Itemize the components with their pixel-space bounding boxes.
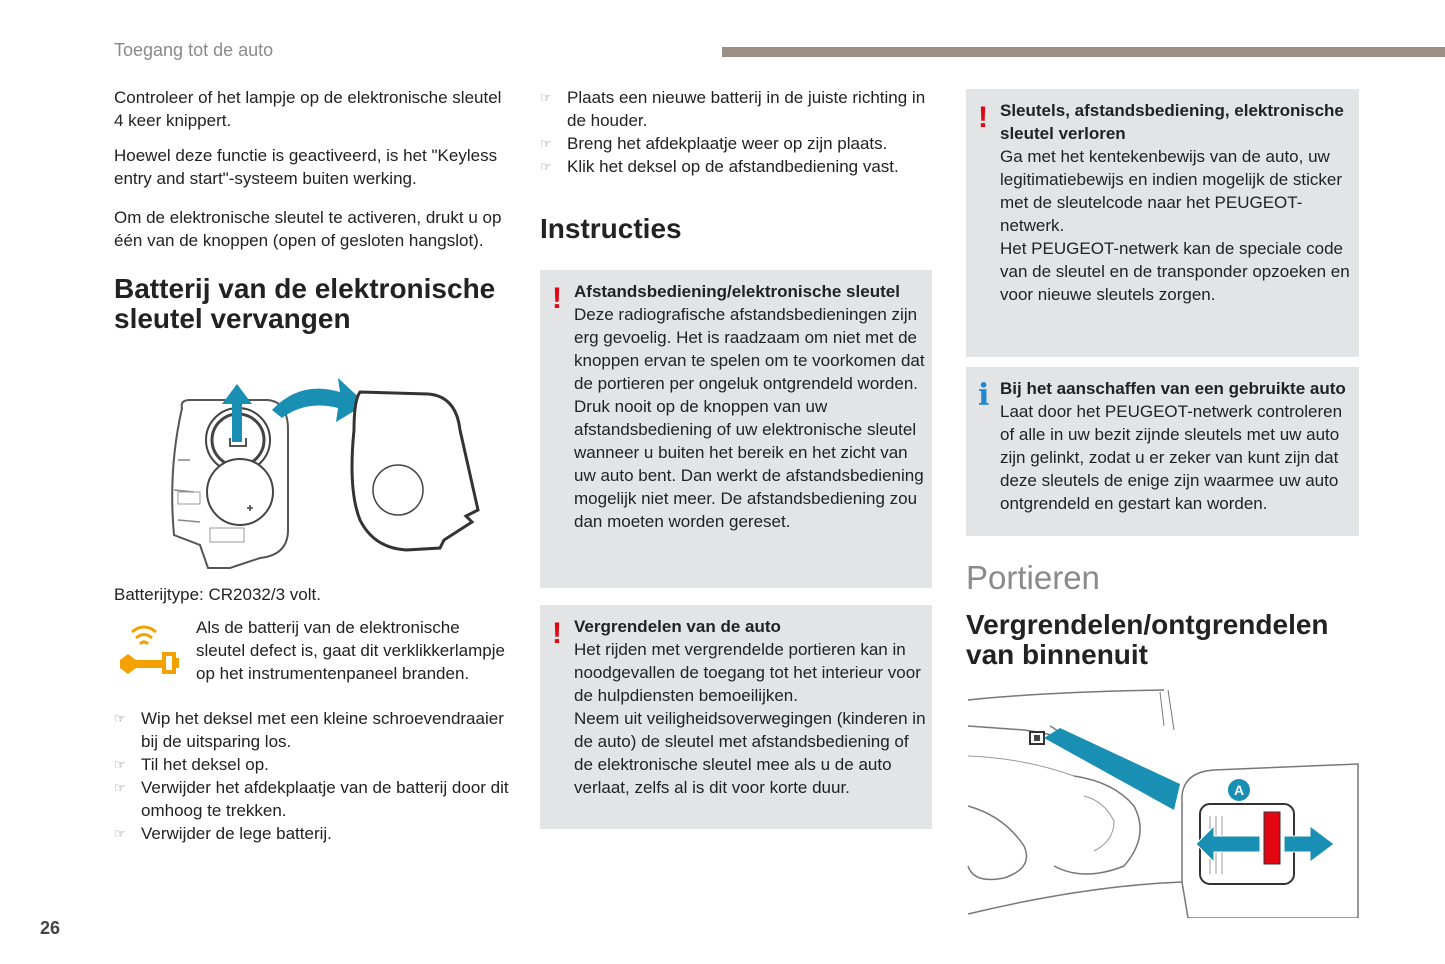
list-item: ☞ Verwijder de lege batterij. <box>114 824 332 843</box>
pointing-hand-icon: ☞ <box>540 136 552 151</box>
list-item: ☞ Klik het deksel op de afstandbediening vast. <box>540 157 899 176</box>
list-item: ☞ Verwijder het afdekplaatje van de batterij door dit omhoog te trekken. <box>114 778 509 820</box>
paragraph: Controleer of het lampje op de elektronische sleutel 4 keer knippert. <box>114 88 502 130</box>
header-bar <box>722 47 1445 57</box>
box-title: Sleutels, afstandsbediening, elektronische sleutel verloren <box>1000 101 1344 143</box>
warning-lamp-text: Als de batterij van de elektronische sleutel defect is, gaat dit verklikkerlampje op het instrumentenpaneel branden. <box>196 618 505 683</box>
figure-label: A <box>1233 782 1245 798</box>
running-header: Toegang tot de auto <box>114 40 274 60</box>
warning-box-remote <box>540 270 932 588</box>
pointing-hand-icon: ☞ <box>540 159 552 174</box>
paragraph: Hoewel deze functie is geactiveerd, is het "Keyless entry and start"-systeem buiten werking. <box>114 146 498 188</box>
box-text: Het rijden met vergrendelde portieren kan in noodgevallen de toegang tot het interieur voor de hulpdiensten bemoeilijken. <box>574 640 921 705</box>
exclamation-icon: ! <box>552 282 562 315</box>
list-item: ☞ Wip het deksel met een kleine schroevendraaier bij de uitsparing los. <box>114 709 504 751</box>
exclamation-icon: ! <box>552 617 562 650</box>
box-text: Deze radiografische afstandsbedieningen zijn erg gevoelig. Het is raadzaam om niet met de knoppen ervan te spelen om te voorkomen dat de portieren per ongeluk ontgrendeld worden. <box>574 305 925 393</box>
info-icon: i <box>978 378 990 413</box>
box-text: Druk nooit op de knoppen van uw afstandsbediening of uw elektronische sleutel wanneer u buiten het bereik en het zicht van uw auto bent. Dan werkt de afstandsbediening mogelijk niet meer. De afstandsbediening zou dan moeten worden gereset. <box>574 397 924 531</box>
box-text: Neem uit veiligheidsoverwegingen (kinderen in de auto) de sleutel met afstandsbediening of de elektronische sleutel mee als u de auto verlaat, zelfs al is dit voor korte duur. <box>574 709 926 797</box>
warning-box-lost-keys <box>966 89 1359 357</box>
box-text: Laat door het PEUGEOT-netwerk controleren of alle in uw bezit zijnde sleutels met uw auto zijn gelinkt, zodat u er zeker van kunt zijn dat deze sleutels de enige zijn waarmee uw auto ontgrendeld en gestart kan worden. <box>1000 402 1343 513</box>
warning-box-content <box>1000 99 1353 306</box>
pointing-hand-icon: ☞ <box>114 757 126 772</box>
list-item: ☞ Breng het afdekplaatje weer op zijn plaats. <box>540 134 888 153</box>
box-title: Afstandsbediening/elektronische sleutel <box>574 282 900 301</box>
battery-type: Batterijtype: CR2032/3 volt. <box>114 585 321 604</box>
chapter-title: Portieren <box>966 559 1100 596</box>
door-lock-figure <box>964 686 1360 918</box>
key-battery-warning-icon <box>114 616 196 676</box>
warning-lamp-row <box>114 616 509 685</box>
exclamation-icon: ! <box>978 101 988 134</box>
info-box-used-car <box>966 367 1359 536</box>
info-box-content <box>1000 377 1353 515</box>
pointing-hand-icon: ☞ <box>114 711 126 726</box>
warning-box-content <box>574 615 926 799</box>
column-right-lower <box>966 560 1361 670</box>
section-heading: Instructies <box>540 213 682 244</box>
list-item: ☞ Til het deksel op. <box>114 755 269 774</box>
column-left <box>114 86 509 334</box>
paragraph: Om de elektronische sleutel te activeren, drukt u op één van de knoppen (open of gesloten hangslot). <box>114 208 502 250</box>
warning-box-locking <box>540 605 932 829</box>
column-left-lower <box>114 583 509 845</box>
box-text: Ga met het kentekenbewijs van de auto, uw legitimatiebewijs en indien mogelijk de sticker met de sleutelcode naar het PEUGEOT-netwerk. <box>1000 147 1343 235</box>
pointing-hand-icon: ☞ <box>114 780 126 795</box>
warning-box-content <box>574 280 926 533</box>
step-list <box>540 86 932 178</box>
section-heading: Vergrendelen/ontgrendelen van binnenuit <box>966 609 1329 670</box>
section-heading: Batterij van de elektronische sleutel vervangen <box>114 273 496 334</box>
page-number: 26 <box>40 918 61 938</box>
list-item: ☞ Plaats een nieuwe batterij in de juiste richting in de houder. <box>540 88 926 130</box>
battery-replacement-figure <box>160 370 490 575</box>
pointing-hand-icon: ☞ <box>540 90 552 105</box>
box-text: Het PEUGEOT-netwerk kan de speciale code van de sleutel en de transponder opzoeken en voor nieuwe sleutels zorgen. <box>1000 239 1350 304</box>
column-middle <box>540 86 932 244</box>
pointing-hand-icon: ☞ <box>114 826 126 841</box>
step-list <box>114 707 509 845</box>
box-title: Bij het aanschaffen van een gebruikte auto <box>1000 379 1346 398</box>
box-title: Vergrendelen van de auto <box>574 617 781 636</box>
